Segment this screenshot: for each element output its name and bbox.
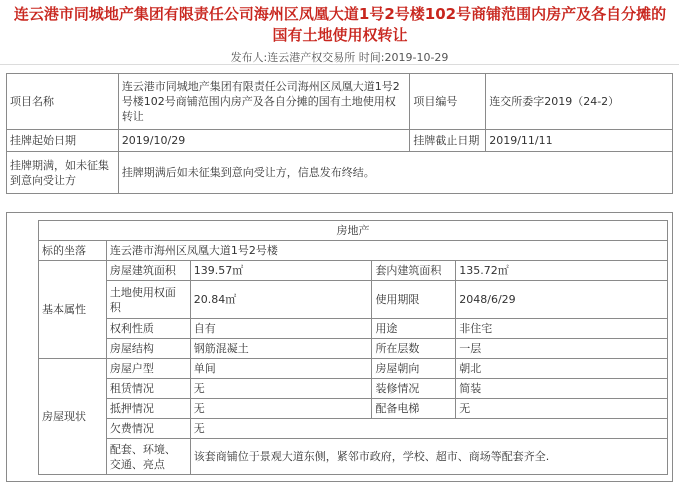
divider (0, 64, 679, 65)
orientation-label: 房屋朝向 (372, 359, 456, 379)
end-date-label: 挂牌截止日期 (410, 130, 486, 152)
rent-label: 租赁情况 (106, 379, 190, 399)
expiry-label: 挂牌期满，如未征集到意向受让方 (7, 152, 119, 194)
structure-label: 房屋结构 (106, 339, 190, 359)
facilities-value: 该套商铺位于景观大道东侧，紧邻市政府，学校、超市、商场等配套齐全. (190, 439, 667, 475)
orientation-value: 朝北 (456, 359, 668, 379)
arrears-label: 欠费情况 (106, 419, 190, 439)
land-area-value: 20.84㎡ (190, 281, 372, 319)
building-area-value: 139.57㎡ (190, 261, 372, 281)
publisher-label: 发布人: (230, 51, 268, 64)
project-info-table (6, 73, 673, 194)
use-value: 非住宅 (456, 319, 668, 339)
right-nature-label: 权利性质 (106, 319, 190, 339)
decoration-value: 简装 (456, 379, 668, 399)
mortgage-label: 抵押情况 (106, 399, 190, 419)
time-value: 2019-10-29 (384, 51, 449, 64)
decoration-label: 装修情况 (372, 379, 456, 399)
project-name-value: 连云港市同城地产集团有限责任公司海州区凤凰大道1号2号楼102号商铺范围内房产及各自分摊的国有土地使用权转让 (118, 74, 410, 130)
use-label: 用途 (372, 319, 456, 339)
location-value: 连云港市海州区凤凰大道1号2号楼 (106, 241, 667, 261)
term-value: 2048/6/29 (456, 281, 668, 319)
publish-info (0, 49, 679, 65)
basic-attributes-label: 基本属性 (39, 261, 107, 359)
start-date-label: 挂牌起始日期 (7, 130, 119, 152)
publisher-value: 连云港产权交易所 (267, 51, 356, 64)
floor-value: 一层 (456, 339, 668, 359)
elevator-value: 无 (456, 399, 668, 419)
facilities-label: 配套、环境、交通、亮点 (106, 439, 190, 475)
floor-label: 所在层数 (372, 339, 456, 359)
arrears-value: 无 (190, 419, 667, 439)
house-type-value: 单间 (190, 359, 372, 379)
right-nature-value: 自有 (190, 319, 372, 339)
project-code-value: 连交所委字2019（24-2） (486, 74, 673, 130)
term-label: 使用期限 (372, 281, 456, 319)
project-name-label: 项目名称 (7, 74, 119, 130)
house-type-label: 房屋户型 (106, 359, 190, 379)
land-area-label: 土地使用权面积 (106, 281, 190, 319)
time-label: 时间: (358, 51, 385, 64)
mortgage-value: 无 (190, 399, 372, 419)
elevator-label: 配备电梯 (372, 399, 456, 419)
status-label: 房屋现状 (39, 359, 107, 475)
inner-area-value: 135.72㎡ (456, 261, 668, 281)
project-code-label: 项目编号 (410, 74, 486, 130)
page-title: 连云港市同城地产集团有限责任公司海州区凤凰大道1号2号楼102号商铺范围内房产及各自分摊的国有土地使用权转让 (13, 5, 667, 44)
section-title: 房地产 (39, 221, 668, 241)
location-label: 标的坐落 (39, 241, 107, 261)
end-date-value: 2019/11/11 (486, 130, 673, 152)
building-area-label: 房屋建筑面积 (106, 261, 190, 281)
expiry-value: 挂牌期满后如未征集到意向受让方，信息发布终结。 (118, 152, 672, 194)
structure-value: 钢筋混凝土 (190, 339, 372, 359)
property-table (38, 220, 668, 475)
start-date-value: 2019/10/29 (118, 130, 410, 152)
inner-area-label: 套内建筑面积 (372, 261, 456, 281)
rent-value: 无 (190, 379, 372, 399)
